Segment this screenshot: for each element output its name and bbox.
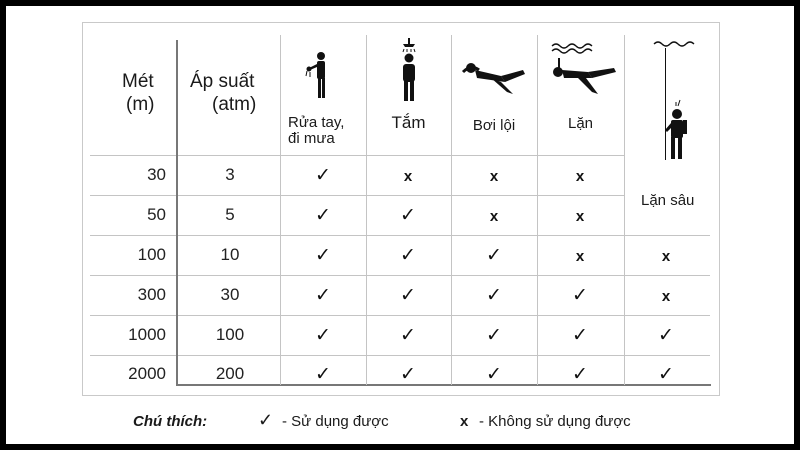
pressure-header-line2: (atm): [212, 94, 257, 115]
frame-left: [0, 0, 6, 450]
snorkel-diver-icon: [550, 42, 620, 100]
depth-cell: 30: [147, 165, 166, 184]
column-divider: [451, 35, 452, 385]
check-mark: ✓: [315, 245, 331, 266]
pressure-cell: 200: [215, 364, 245, 383]
check-mark: ✓: [400, 364, 416, 385]
cross-mark: x: [575, 248, 585, 265]
cross-mark: x: [489, 168, 499, 185]
deep-diver-icon: [652, 40, 702, 165]
pressure-cell: 5: [225, 205, 235, 224]
check-mark: ✓: [658, 364, 674, 385]
check-mark: ✓: [486, 364, 502, 385]
frame-bottom: [0, 444, 800, 450]
deep-dive-label: [641, 192, 694, 209]
depth-cell: 100: [137, 245, 166, 264]
swim-header-label: [451, 118, 537, 134]
depth-column-divider: [176, 40, 178, 385]
legend-cross-text: - Không sử dụng được: [479, 413, 631, 430]
depth-cell: 1000: [128, 325, 166, 344]
table-bottom-axis: [176, 384, 711, 386]
deep-dive-label-text: Lặn sâu: [641, 192, 695, 209]
check-mark: ✓: [400, 285, 416, 306]
frame-right: [794, 0, 800, 450]
check-mark: ✓: [315, 285, 331, 306]
shower-header-label: [366, 115, 451, 131]
check-mark: ✓: [400, 325, 416, 346]
pressure-cell: 3: [225, 165, 235, 184]
pressure-cell: 10: [220, 245, 240, 264]
check-mark: ✓: [400, 205, 416, 226]
column-divider: [366, 35, 367, 385]
check-mark: ✓: [486, 325, 502, 346]
handwash-label-line2: đi mưa: [288, 130, 335, 147]
legend-check-symbol: ✓: [258, 410, 274, 430]
dive-label: Lặn: [567, 115, 594, 132]
shower-label: Tắm: [391, 113, 426, 132]
cross-mark: x: [661, 288, 671, 305]
check-mark: ✓: [572, 285, 588, 306]
pressure-header-line1: Áp suất: [190, 71, 255, 92]
cross-mark: x: [661, 248, 671, 265]
depth-cell: 50: [147, 205, 166, 224]
pressure-cell: 30: [220, 285, 240, 304]
row-divider: [90, 195, 625, 196]
legend-check-text: - Sử dụng được: [282, 413, 389, 430]
check-mark: ✓: [315, 364, 331, 385]
row-divider: [90, 275, 710, 276]
check-mark: ✓: [400, 245, 416, 266]
depth-header: [122, 70, 154, 116]
dive-header-label: [537, 116, 624, 132]
handwash-header-label: [282, 115, 372, 147]
check-mark: ✓: [572, 364, 588, 385]
depth-header-line2: (m): [126, 94, 155, 115]
cross-mark: x: [403, 168, 413, 185]
check-mark: ✓: [315, 325, 331, 346]
column-divider: [280, 35, 281, 385]
row-divider: [90, 355, 710, 356]
depth-header-line1: Mét: [122, 71, 154, 92]
row-divider: [90, 235, 710, 236]
row-divider: [90, 315, 710, 316]
depth-cell: 300: [137, 285, 166, 304]
frame-top: [0, 0, 800, 6]
check-mark: ✓: [486, 245, 502, 266]
check-mark: ✓: [572, 325, 588, 346]
pressure-cell: 100: [215, 325, 245, 344]
handwash-person-icon: [303, 50, 333, 100]
check-mark: ✓: [315, 205, 331, 226]
column-divider: [537, 35, 538, 385]
swimmer-icon: [461, 58, 529, 98]
legend-cross-symbol: x: [460, 413, 469, 430]
cross-mark: x: [575, 168, 585, 185]
check-mark: ✓: [486, 285, 502, 306]
swim-label: Bơi lội: [472, 117, 516, 134]
cross-mark: x: [489, 208, 499, 225]
cross-mark: x: [575, 208, 585, 225]
check-mark: ✓: [658, 325, 674, 346]
header-divider: [90, 155, 625, 156]
legend-title: Chú thích:: [133, 413, 208, 430]
column-divider: [624, 35, 625, 385]
handwash-label-line1: Rửa tay,: [288, 114, 345, 131]
depth-cell: 2000: [128, 364, 166, 383]
check-mark: ✓: [315, 165, 331, 186]
shower-person-icon: [395, 38, 423, 102]
pressure-header: [190, 70, 256, 116]
